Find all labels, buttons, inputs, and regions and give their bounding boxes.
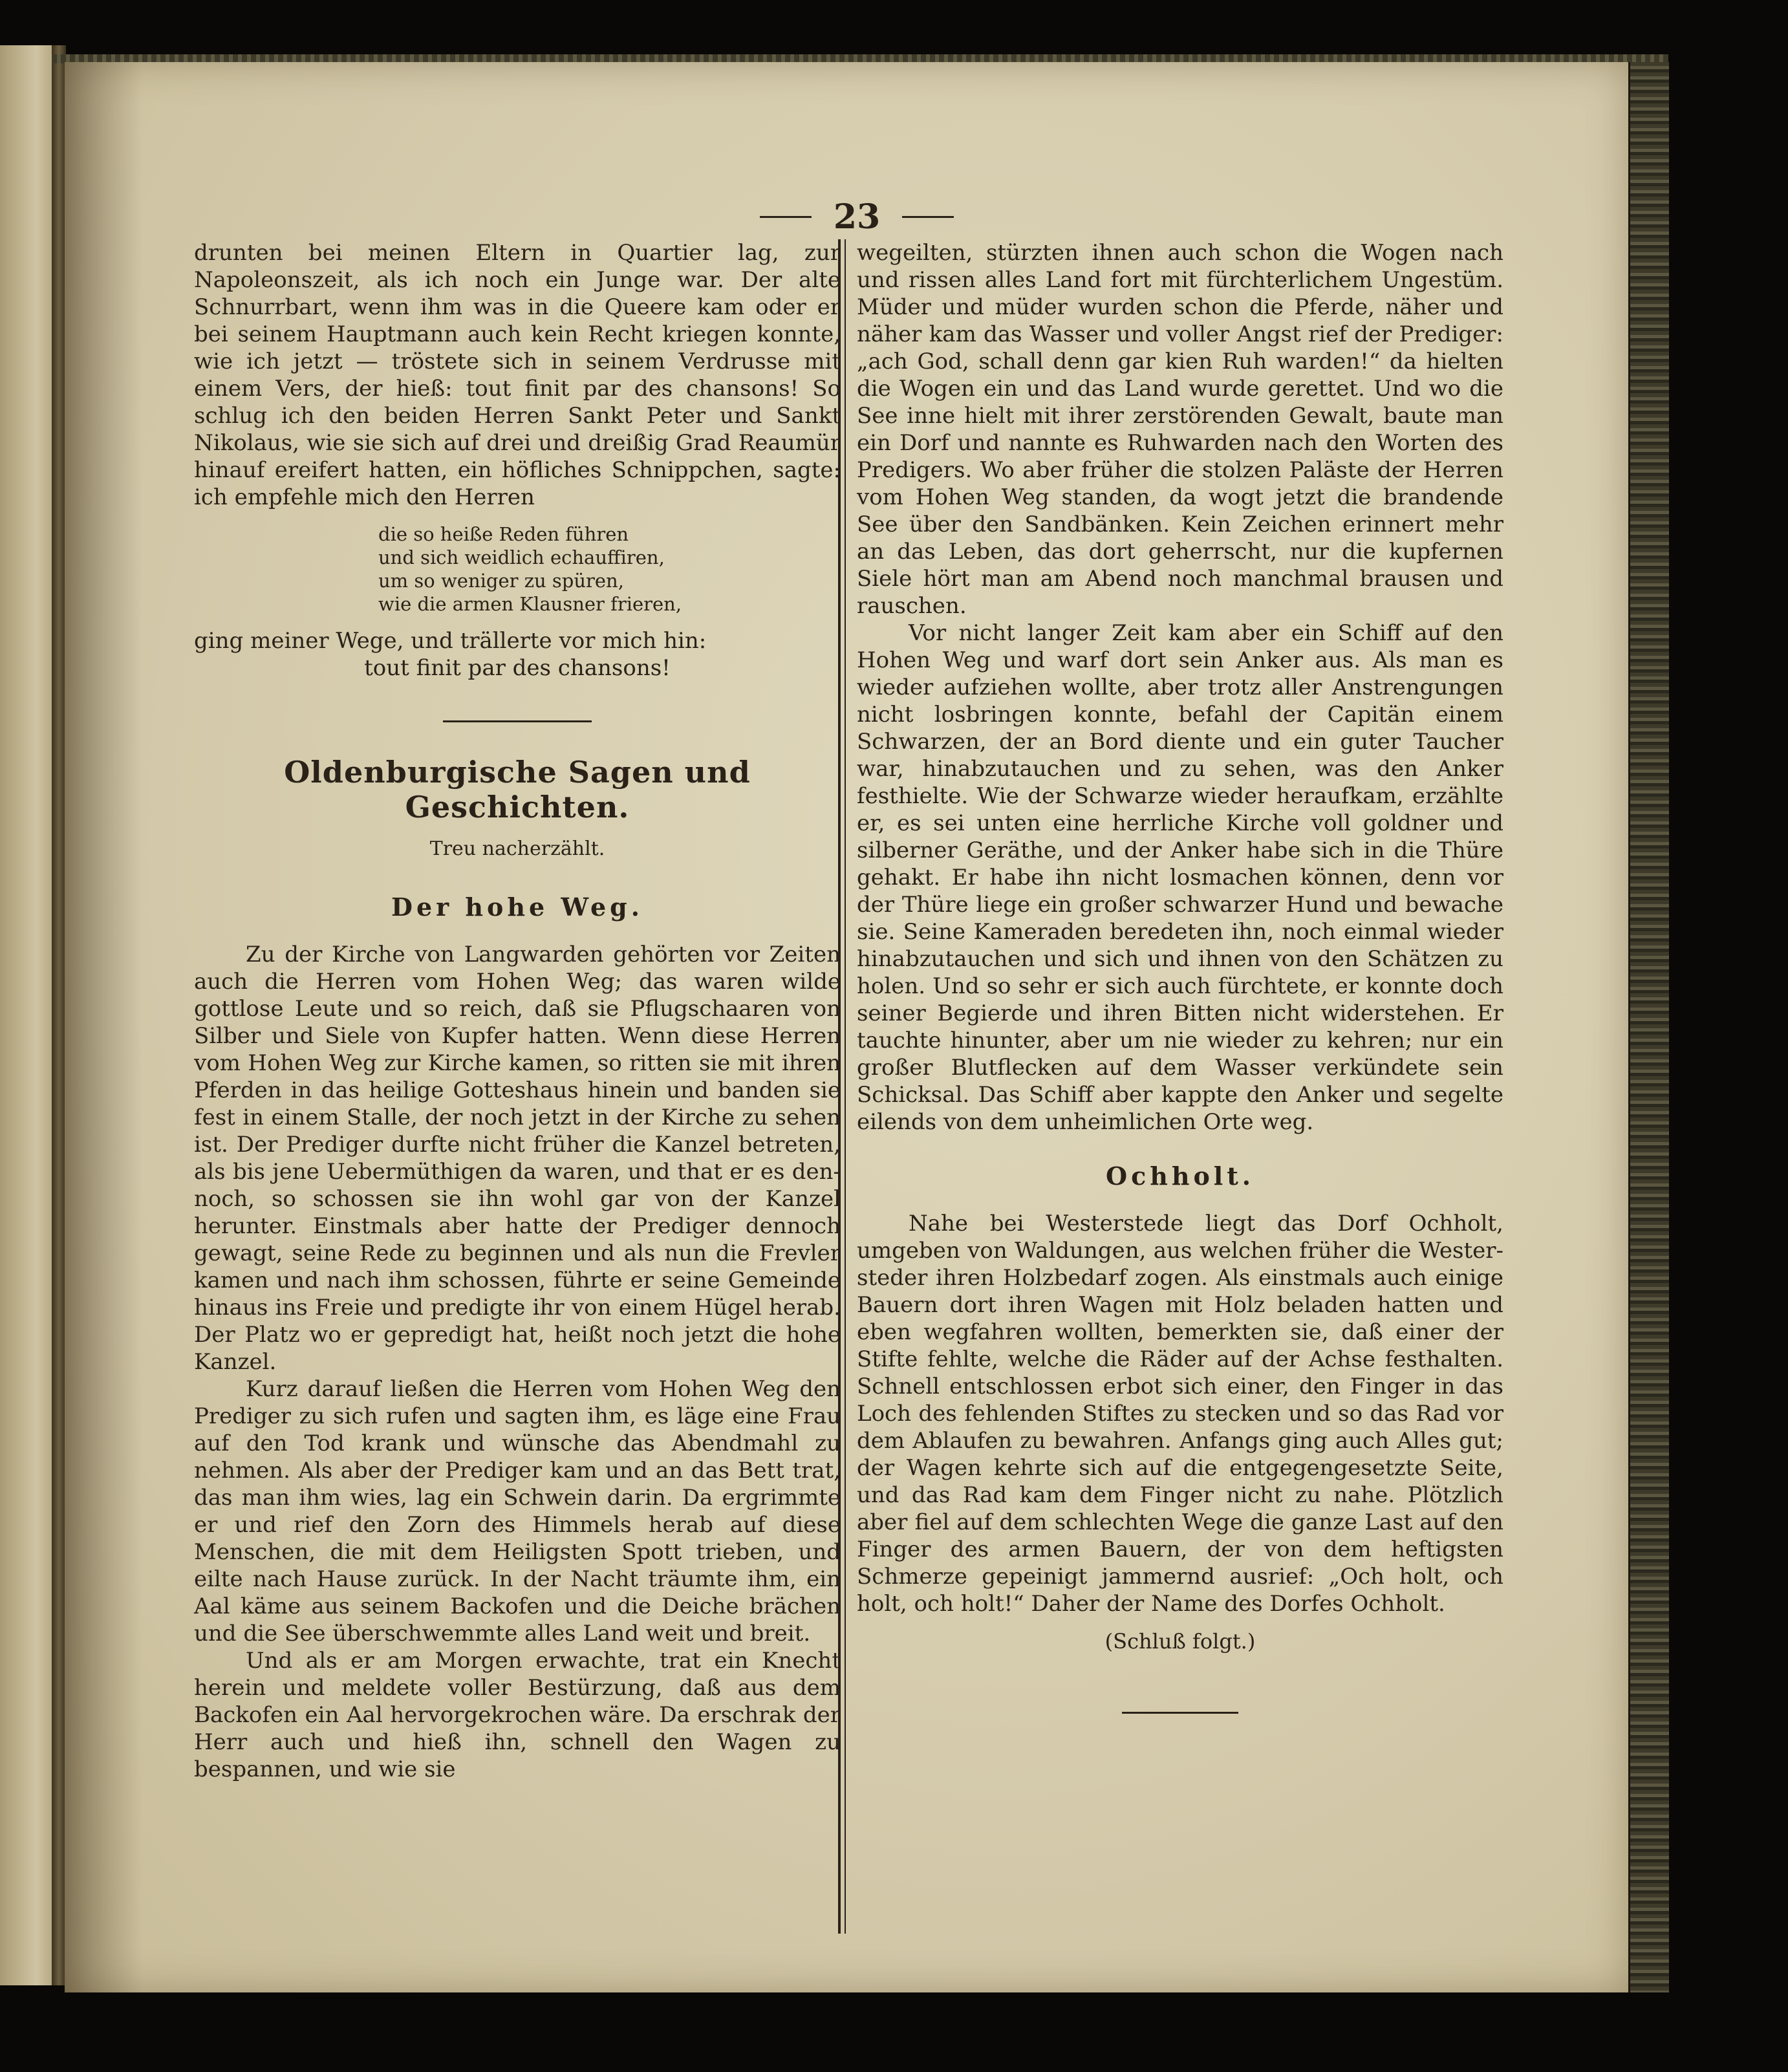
paragraph: ging meiner Wege, und trällerte vor mich hin: bbox=[194, 628, 707, 654]
paragraph: Und als er am Morgen erwachte, trat ein Knecht herein und meldete voller Bestürzung, daß aus dem Backofen ein Aal hervorgekrochen wäre. Da erschrak der Herr auch und hieß ihn, schnell den Wagen zu bespannen, und wie sie bbox=[194, 1648, 841, 1782]
story-title: Ochholt. bbox=[1105, 1161, 1255, 1191]
header-dash-right bbox=[902, 216, 954, 218]
verse-line: und sich weidlich echauffiren, bbox=[378, 546, 665, 568]
paragraph: Kurz darauf ließen die Herren vom Hohen Weg den Prediger zu sich rufen und sagten ihm, es läge eine Frau auf den Tod krank und wünsche das Abendmahl zu nehmen. Als aber der Prediger kam und an das Bett trat, das man ihm wies, lag ein Schwein darin. Da ergrimmte er und rief den Zorn des Himmels herab auf diese Menschen, die mit dem Heiligsten Spott trieben, und eilte nach Hause zurück. In der Nacht träumte ihm, ein Aal käme aus seinem Backofen und die Deiche brächen und die See überschwemmte alles Land weit und breit. bbox=[194, 1376, 841, 1646]
verse-line: um so weniger zu spüren, bbox=[378, 570, 624, 592]
continuation-note: (Schluß folgt.) bbox=[1104, 1629, 1256, 1654]
end-divider bbox=[1122, 1712, 1238, 1714]
paragraph: Nahe bei Westerstede liegt das Dorf Ochholt, umgeben von Waldungen, aus welchen früher die Westersteder ihren Holzbedarf zogen. Als einstmals auch einige Bauern dort ihren Wagen mit Holz beladen hatten und eben wegfahren wollten, bemerkten sie, daß einer der Stifte fehlte, welche die Räder auf der Achse festhalten. Schnell entschlossen erbot sich einer, den Finger in das Loch des fehlenden Stiftes zu stecken und so das Rad vor dem Ablaufen zu bewahren. Anfangs ging auch Alles gut; der Wagen kehrte sich auf die entgegengesetzte Seite, und das Rad kam dem Finger nicht zu nahe. Plötzlich aber fiel auf dem schlechten Wege die ganze Last auf den Finger des armen Bauern, der von dem heftigsten Schmerze gepeinigt jammernd ausrief: „Och holt, och holt, och holt!“ Daher der Name des Dorfes Ochholt. bbox=[857, 1211, 1503, 1617]
right-column bbox=[857, 239, 1503, 1714]
section-divider bbox=[443, 720, 592, 722]
paragraph: Vor nicht langer Zeit kam aber ein Schiff auf den Hohen Weg und warf dort sein Anker aus. Als man es wieder aufziehen wollte, aber trotz aller Anstrengungen nicht losbringen konnte, befahl der Capitän einem Schwarzen, der an Bord diente und ein guter Taucher war, hinabzutauchen und zu sehen, was den Anker festhielte. Wie der Schwarze wieder heraufkam, erzählte er, es sei unten eine herrliche Kirche voll goldner und silberner Geräthe, und der Anker habe sich in die Thüre gehakt. Er habe ihn nicht losmachen können, denn vor der Thüre liege ein großer schwarzer Hund und bewache sie. Seine Kameraden beredeten ihn, noch einmal wieder hinabzutauchen und sich und ihnen von den Schätzen zu holen. Und so sehr er sich auch fürchtete, er konnte doch seiner Begierde und ihren Bitten nicht widerstehen. Er tauchte hinunter, aber um nie wieder zu kehren; nur ein großer Blutflecken auf dem Wasser verkündete sein Schicksal. Das Schiff aber kappte den Anker und segelte eilends von dem unheimlichen Orte weg. bbox=[857, 620, 1503, 1135]
paragraph: wegeilten, stürzten ihnen auch schon die Wogen nach und rissen alles Land fort mit fürchterlichem Ungestüm. Müder und müder wurden schon die Pferde, näher und näher kam das Wasser und voller Angst rief der Prediger: „ach God, schall denn gar kien Ruh warden!“ da hielten die Wogen ein und das Land wurde gerettet. Und wo die See inne hielt mit ihrer zerstörenden Gewalt, baute man ein Dorf und nannte es Ruhwarden nach den Worten des Predigers. Wo aber früher die stolzen Paläste der Herren vom Hohen Weg standen, da wogt jetzt die brandende See über den Sandbänken. Kein Zeichen erinnert mehr an das Leben, das dort geherrscht, nur die kupfernen Siele hört man am Abend noch manchmal brausen und rauschen. bbox=[857, 240, 1503, 619]
paragraph: drunten bei meinen Eltern in Quartier lag, zur Napoleonszeit, als ich noch ein Junge war. Der alte Schnurrbart, wenn ihm was in die Queere kam oder er bei seinem Hauptmann auch kein Recht kriegen konnte, wie ich jetzt — tröstete sich in seinem Verdrusse mit einem Vers, der hieß: tout finit par des chansons! So schlug ich den beiden Herren Sankt Peter und Sankt Nikolaus, wie sie sich auf drei und dreißig Grad Reaumür hinauf ereifert hatten, ein höfliches Schnippchen, sagte: ich empfehle mich den Herren bbox=[194, 240, 841, 510]
paragraph: Zu der Kirche von Langwarden gehörten vor Zeiten auch die Herren vom Hohen Weg; das waren wilde gottlose Leute und so reich, daß sie Pflugschaaren von Silber und Siele von Kupfer hatten. Wenn diese Herren vom Hohen Weg zur Kirche kamen, so ritten sie mit ihren Pferden in das heilige Gotteshaus hinein und banden sie fest in einem Stalle, der noch jetzt in der Kirche zu sehen ist. Der Prediger durfte nicht früher die Kanzel betreten, als bis jene Uebermüthigen da waren, und that er es dennoch, so schossen sie ihn wohl gar von der Kanzel herunter. Einstmals aber hatte der Prediger dennoch gewagt, seine Rede zu beginnen und als nun die Frevler kamen und nach ihm schossen, führte er seine Gemeinde hinaus ins Freie und predigte ihr von einem Hügel herab. Der Platz wo er gepredigt hat, heißt noch jetzt die hohe Kanzel. bbox=[194, 942, 841, 1375]
gutter-shadow bbox=[65, 62, 142, 1992]
left-column bbox=[194, 239, 841, 1783]
book-binding bbox=[52, 45, 66, 1985]
verse-block bbox=[378, 523, 841, 616]
refrain-line: tout finit par des chansons! bbox=[364, 655, 671, 681]
cover-side-edge bbox=[1628, 62, 1669, 1992]
section-subtitle: Treu nacherzählt. bbox=[429, 837, 605, 860]
section-title: Oldenburgische Sagen und Geschichten. bbox=[284, 755, 751, 825]
story-title: Der hohe Weg. bbox=[391, 892, 643, 922]
page-header bbox=[734, 194, 980, 239]
verse-line: die so heiße Reden führen bbox=[378, 523, 629, 545]
header-dash-left bbox=[760, 216, 812, 218]
verse-line: wie die armen Klausner frieren, bbox=[378, 593, 682, 615]
column-rule-thin bbox=[845, 239, 846, 1934]
page-number: 23 bbox=[833, 197, 881, 237]
previous-page-edge bbox=[0, 45, 56, 1985]
